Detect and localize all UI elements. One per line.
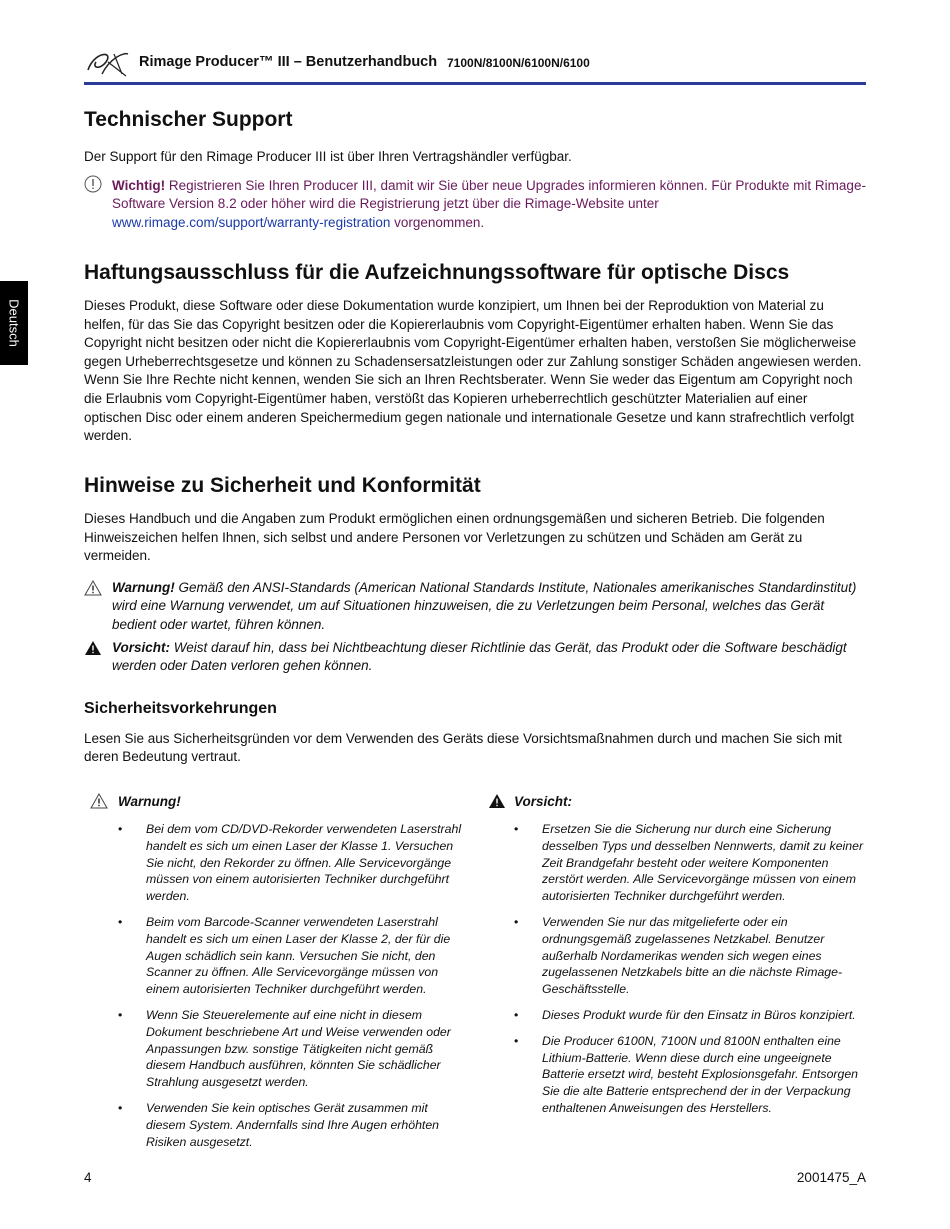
caution-column (488, 791, 866, 1159)
caution-text: Weist darauf hin, dass bei Nichtbeachtung dieser Richtlinie das Gerät, das Produkt oder die Software beschädigt werden oder Daten verloren gehen können. (112, 639, 847, 674)
list-item: • Verwenden Sie kein optisches Gerät zusammen mit diesem System. Andernfalls sind Ihre Augen erhöhten Risiken ausgesetzt. (118, 1100, 440, 1149)
support-heading: Technischer Support (84, 108, 293, 131)
header-title: Rimage Producer™ III – Benutzerhandbuch (139, 54, 438, 70)
warning-column (84, 791, 462, 1159)
header-models: 7100N/8100N/6100N/6100 (447, 56, 590, 70)
support-intro: Der Support für den Rimage Producer III ist über Ihren Vertragshändler verfügbar. (84, 149, 572, 165)
list-item: • Die Producer 6100N, 7100N und 8100N enthalten eine Lithium-Batterie. Wenn diese durch eine ungeeignete Batterie ersetzt wird, besteht Explosionsgefahr. Entsorgen Sie die alte Batterie entsprechend der in der Verpackung enthaltenen Anweisungen des Herstellers. (514, 1033, 859, 1115)
warning-column-title: Warnung! (118, 793, 181, 809)
header-divider (84, 82, 866, 85)
important-text-end: vorgenommen. (390, 215, 485, 231)
disclaimer-body: Dieses Produkt, diese Software oder diese Dokumentation wurde konzipiert, um Ihnen bei der Reproduktion von Material zu helfen, für das Sie das Copyright besitzen oder die Kopiererlaubnis vom Copyright-Eigentümer erhalten haben. Wenn Sie das Copyright nicht besitzen oder nicht die Kopiererlaubnis vom Copyright-Eigentümer erhalten haben, verstoßen Sie möglicherweise gegen Urheberrechtsgesetze und können zu Schadensersatzleistungen oder zur Zahlung sonstiger Schäden angewiesen werden. Wenn Sie Ihre Rechte nicht kennen, wenden Sie sich an Ihren Rechtsberater. Wenn Sie weder das Eigentum am Copyright noch die Erlaubnis vom Copyright-Eigentümer haben, verstößt das Kopieren urheberrechtlich geschützter Materialien auf einer optischen Disc oder einem anderen Speichermedium gegen nationale und internationale Gesetze und kann strafrechtlich verfolgt werden. (84, 297, 862, 444)
warning-text: Gemäß den ANSI-Standards (American National Standards Institute, Nationales amerikanisches Standardinstitut) wird eine Warnung verwendet, um auf Situationen hinzuweisen, die zu Verletzungen beim Personal, welches das Gerät bedient oder wartet, führen können. (112, 579, 857, 632)
warning-triangle-icon (84, 580, 102, 596)
caution-triangle-icon (488, 793, 506, 809)
list-item: • Wenn Sie Steuerelemente auf eine nicht in diesem Dokument beschriebene Art und Weise verwenden oder Anpassungen bzw. sonstige Tätigkeiten nicht gemäß diesem Handbuch ausführen, könnten Sie schädlicher Strahlung ausgesetzt werden. (118, 1007, 451, 1090)
caution-definition (84, 639, 866, 676)
list-item: • Dieses Produkt wurde für den Einsatz in Büros konzipiert. (514, 1007, 856, 1022)
list-item: • Bei dem vom CD/DVD-Rekorder verwendeten Laserstrahl handelt es sich um einen Laser der Klasse 1. Versuchen Sie nicht, den Rekorder zu öffnen. Alle Servicevorgänge müssen von einem autorisierten Techniker durchgeführt werden. (118, 821, 462, 904)
language-tab (0, 281, 28, 365)
caution-column-title: Vorsicht: (514, 793, 573, 809)
list-item: • Ersetzen Sie die Sicherung nur durch eine Sicherung desselben Typs und desselben Nennwerts, damit zu keiner Zeit Brandgefahr besteht oder weitere Komponenten zerstört werden. Alle Servicevorgänge müssen von einem autorisierten Techniker durchgeführt werden. (514, 821, 864, 904)
important-text: Registrieren Sie Ihren Producer III, damit wir Sie über neue Upgrades informieren können. Für Produkte mit Rimage-Software Version 8.2 oder höher wird die Registrierung jetzt über die Rimage-Website unter (112, 177, 866, 212)
info-exclamation-icon (84, 175, 102, 193)
caution-column-header (488, 791, 866, 813)
caution-triangle-icon (84, 640, 102, 656)
list-item: • Beim vom Barcode-Scanner verwendeten Laserstrahl handelt es sich um einen Laser der Klasse 2, der für die Augen schädlich sein kann. Versuchen Sie nicht, den Scanner zu öffnen. Alle Servicevorgänge müssen von einem autorisierten Techniker durchgeführt werden. (118, 914, 451, 997)
page-number: 4 (84, 1170, 92, 1185)
disclaimer-heading: Haftungsausschluss für die Aufzeichnungssoftware für optische Discs (84, 260, 790, 284)
warning-label: Warnung! (112, 579, 175, 595)
important-label: Wichtig! (112, 177, 166, 193)
precautions-intro: Lesen Sie aus Sicherheitsgründen vor dem Verwenden des Geräts diese Vorsichtsmaßnahmen durch und machen Sie sich mit deren Bedeutung vertraut. (84, 730, 842, 765)
warning-column-header (84, 791, 462, 813)
caution-list (488, 821, 866, 1117)
page-content (84, 106, 866, 1159)
warning-list (84, 821, 462, 1150)
rimage-logo-icon (84, 48, 132, 78)
precautions-columns (84, 791, 866, 1159)
warning-definition (84, 579, 866, 635)
precautions-heading: Sicherheitsvorkehrungen (84, 699, 277, 717)
important-note (84, 177, 866, 233)
warranty-registration-link[interactable]: www.rimage.com/support/warranty-registration (112, 215, 391, 231)
list-item: • Verwenden Sie nur das mitgelieferte oder ein ordnungsgemäß zugelassenes Netzkabel. Benutzer außerhalb Nordamerikas wenden sich wegen eines zugelassenen Netzkabels bitte an die nächste Rimage-Geschäftsstelle. (514, 914, 843, 997)
safety-intro: Dieses Handbuch und die Angaben zum Produkt ermöglichen einen ordnungsgemäßen und sicheren Betrieb. Die folgenden Hinweiszeichen helfen Ihnen, sich selbst und andere Personen vor Verletzungen zu schützen und Schäden am Gerät zu vermeiden. (84, 511, 825, 564)
language-tab-label: Deutsch (6, 299, 22, 347)
page-header (84, 46, 866, 82)
safety-heading: Hinweise zu Sicherheit und Konformität (84, 473, 481, 497)
warning-triangle-icon (90, 793, 108, 809)
document-number: 2001475_A (796, 1170, 866, 1185)
caution-label: Vorsicht: (112, 639, 171, 655)
